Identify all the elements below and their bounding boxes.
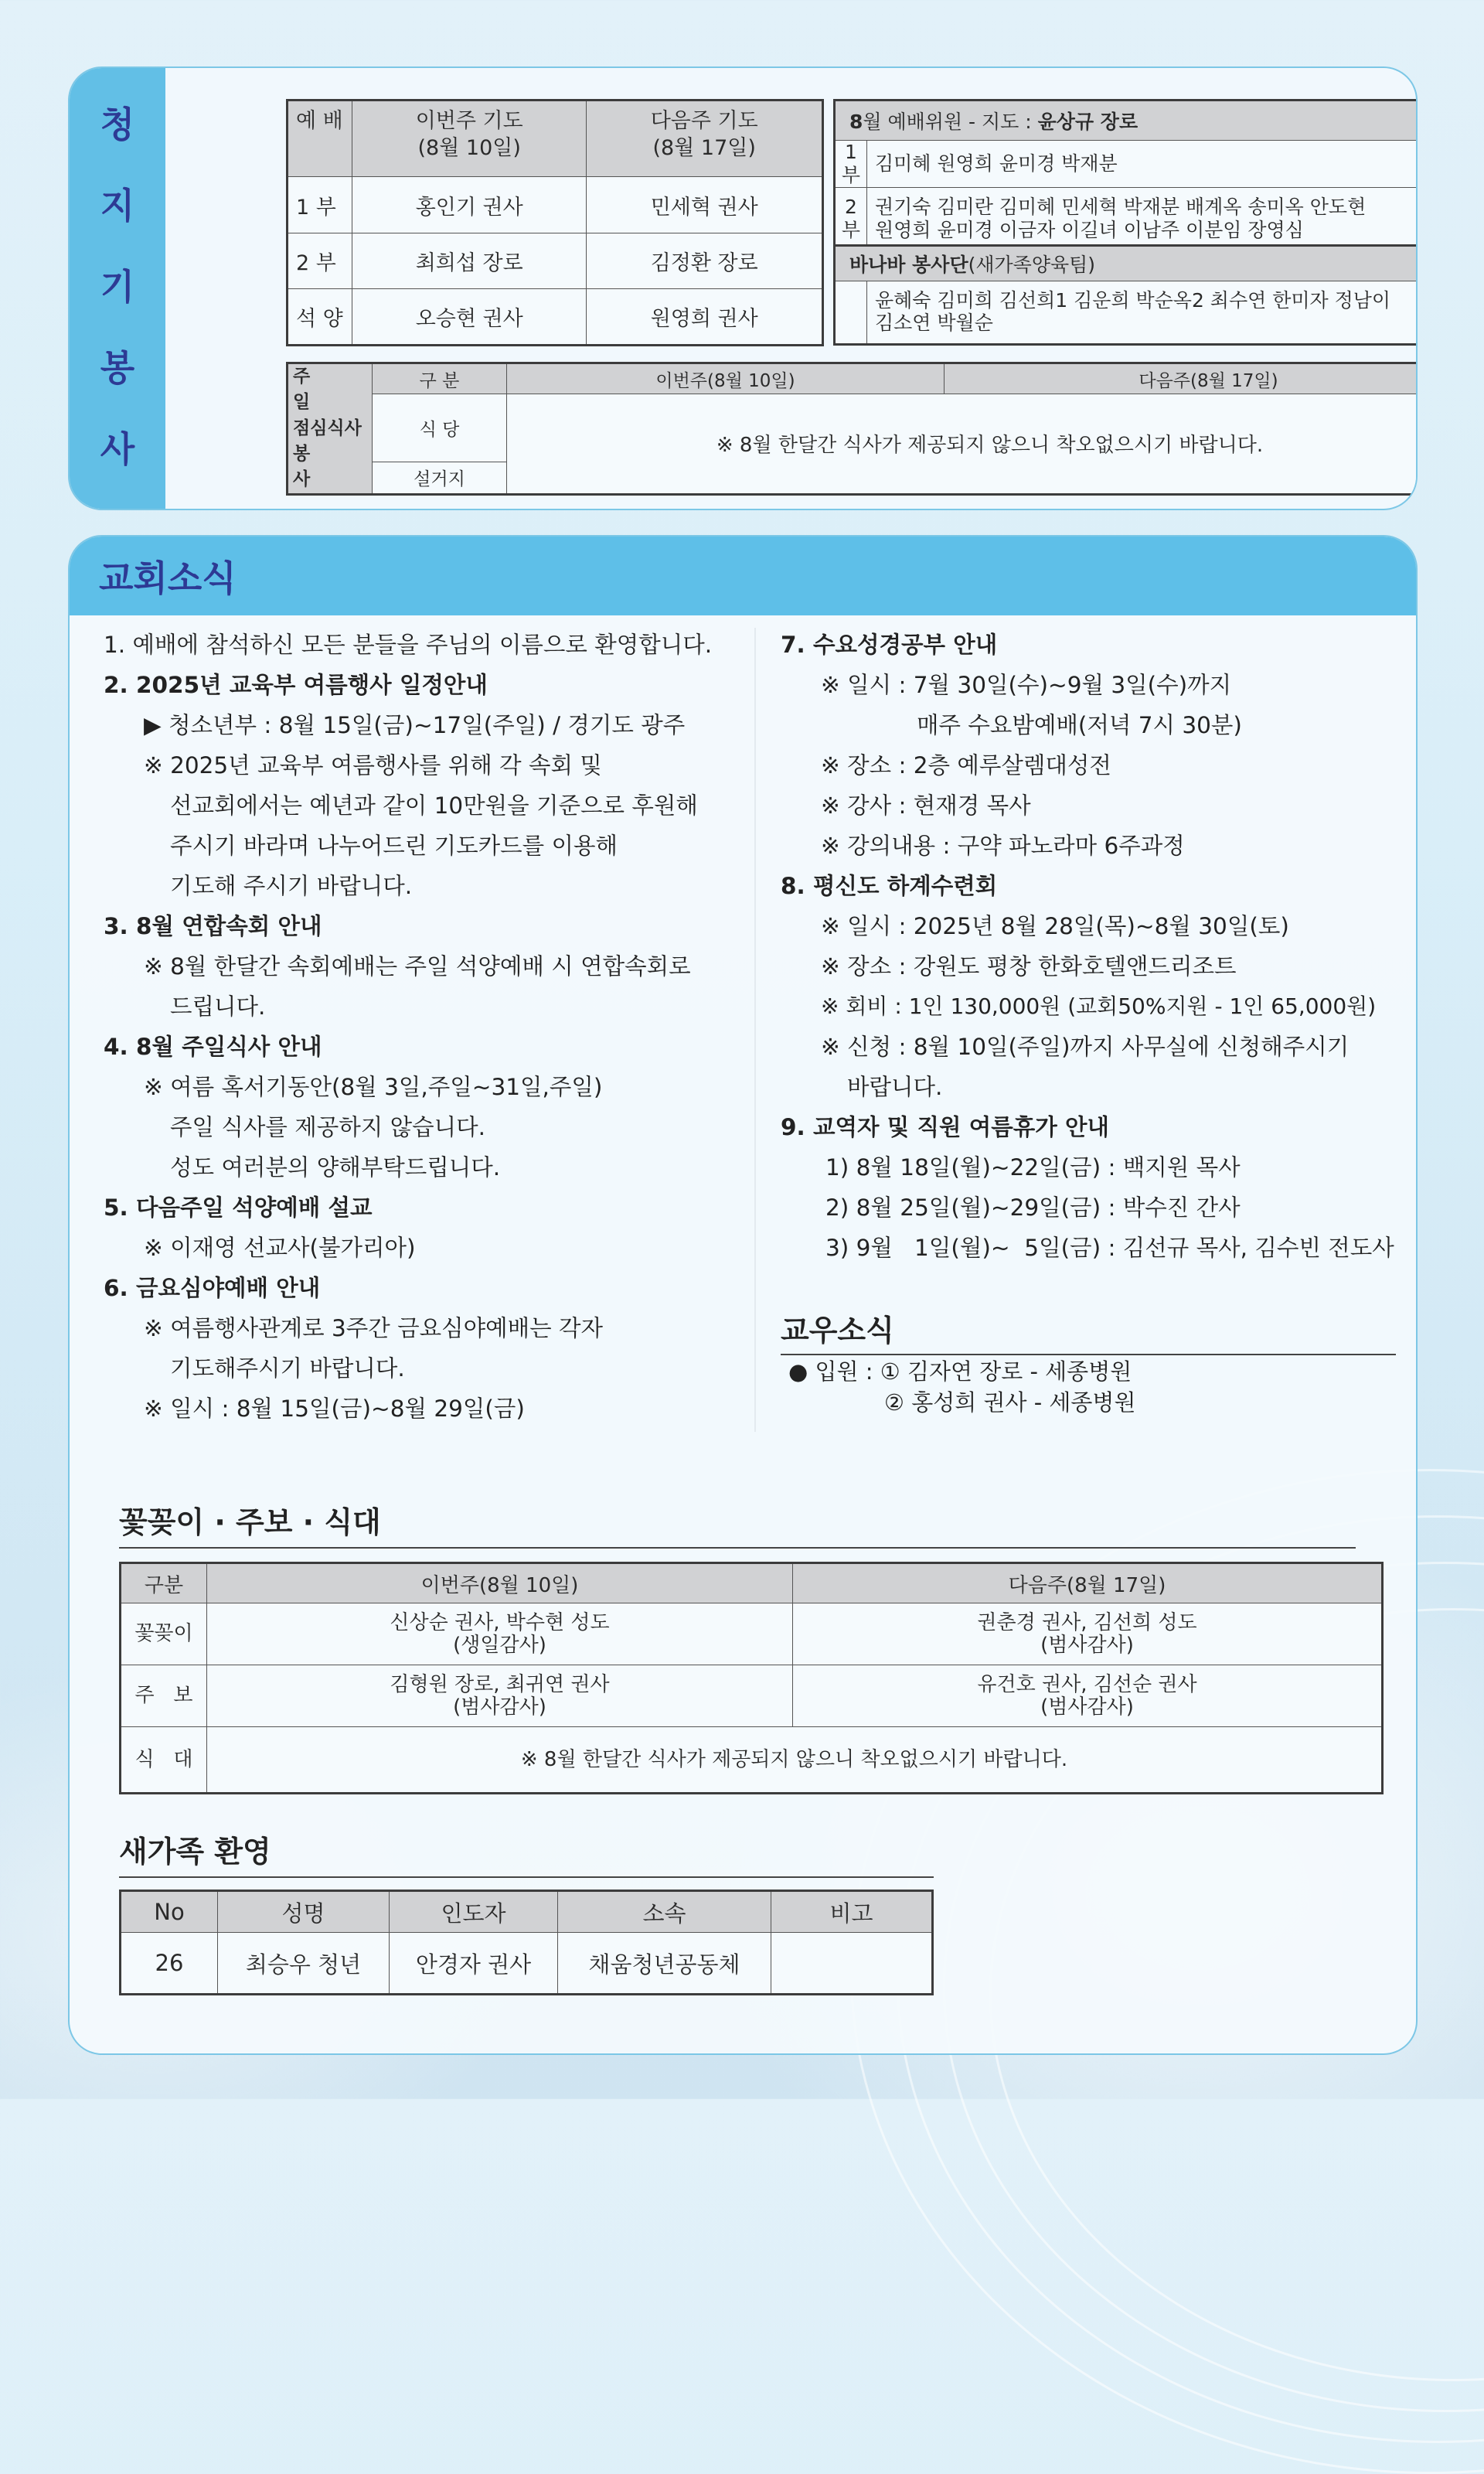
news-line: 바랍니다. [847,1074,943,1100]
news-line: ※ 8월 한달간 속회예배는 주일 석양예배 시 연합속회로 [144,953,691,980]
table-row [121,1933,933,1995]
empty-cell [835,281,867,345]
hospitalization-line: ② 홍성희 권사 - 세종병원 [884,1389,1136,1416]
service-name: 2 부 [288,233,352,289]
cell-guide: 안경자 권사 [390,1933,558,1995]
news-line: 3) 9월 1일(월)~ 5일(금) : 김선규 목사, 김수빈 전도사 [825,1235,1394,1261]
news-line: 주일 식사를 제공하지 않습니다. [170,1114,485,1140]
church-news-title: 교회소식 [99,557,237,599]
flower-bulletin-title: 꽃꽂이 · 주보 · 식대 [119,1498,1356,1549]
news-right-column [781,625,1399,1268]
news-item-title: 5. 다음주일 석양예배 설교 [104,1194,373,1221]
header-category: 구 분 [373,363,507,394]
table-header-row [288,101,823,177]
members-line: 김소연 박월순 [875,312,993,334]
flower-bulletin-table [119,1562,1384,1794]
service-name: 1 부 [288,177,352,233]
side-char: 기 [100,265,135,308]
next-week-prayer: 원영희 권사 [587,289,823,346]
hospitalization-line: ● 입원 : ① 김자연 장로 - 세종병원 [788,1358,1132,1385]
members-line: 윤혜숙 김미희 김선희1 김운희 박순옥2 최수연 한미자 정남이 [875,289,1391,312]
news-line: 기도해 주시기 바랍니다. [170,873,413,899]
title-text: 월 예배위원 - 지도 : [863,111,1038,133]
cell-name: 최승우 청년 [218,1933,390,1995]
row-category: 주 보 [121,1665,207,1727]
table-row [835,188,1418,251]
table-row [288,289,823,346]
news-line: ※ 여름행사관계로 3주간 금요심야예배는 각자 [144,1315,603,1341]
table-row [121,1665,1383,1727]
side-char: 청 [100,103,135,145]
header-service: 예 배 [288,101,352,177]
lunch-category: 설거지 [373,462,507,494]
news-line: 드립니다. [170,993,266,1020]
row-header-line: 봉 사 [293,444,332,490]
this-week-cell [207,1665,793,1727]
news-line: ▶ 청소년부 : 8월 15일(금)~17일(주일) / 경기도 광주 [144,712,686,738]
new-family-table [119,1890,934,1995]
news-line: ※ 강의내용 : 구약 파노라마 6주과정 [821,833,1185,859]
row-header-line: 주 일 [293,366,332,413]
news-line: 매주 수요밤예배(저녁 7시 30분) [917,712,1242,738]
table-header-row [835,246,1418,281]
lunch-service-table [286,362,1418,496]
header-no: No [121,1891,218,1933]
stewardship-body [165,68,1416,509]
member-news-title: 교우소식 [781,1307,1396,1355]
table-row [835,281,1418,345]
cell-affiliation: 채움청년공동체 [558,1933,771,1995]
header-next-week [587,101,823,177]
header-this-week: 이번주(8월 10일) [207,1563,793,1603]
member-news-body [788,1356,1135,1418]
cell-line: 유건호 권사, 김선순 권사 [977,1672,1197,1696]
next-week-prayer: 민세혁 권사 [587,177,823,233]
side-char: 지 [100,184,135,227]
next-week-cell [793,1665,1383,1727]
barnabas-title-bold: 바나바 봉사단 [849,254,968,276]
header-affiliation: 소속 [558,1891,771,1933]
news-item-title: 6. 금요심야예배 안내 [104,1275,321,1301]
header-next-week: 다음주(8월 17일) [945,363,1418,394]
worship-committee-title [835,101,1418,141]
this-week-prayer: 오승현 권사 [352,289,587,346]
row-category: 식 대 [121,1727,207,1794]
lunch-category: 식 당 [373,394,507,462]
lunch-row-header [288,363,373,495]
header-line: 다음주 기도 [650,109,758,133]
news-item-title: 7. 수요성경공부 안내 [781,632,998,658]
stewardship-panel [68,66,1418,510]
news-line: 2) 8월 25일(월)~29일(금) : 박수진 간사 [825,1194,1241,1221]
table-row [288,394,1418,462]
members-line: 원영희 윤미경 이금자 이길녀 이남주 이분임 장영심 [875,219,1304,241]
stewardship-side-label [70,68,165,509]
news-item-title: 8. 평신도 하계수련회 [781,873,998,899]
table-row [121,1603,1383,1665]
news-item-title: 4. 8월 주일식사 안내 [104,1034,322,1060]
table-header-row [288,363,1418,394]
header-line: 이번주 기도 [415,109,523,133]
header-category: 구분 [121,1563,207,1603]
header-next-week: 다음주(8월 17일) [793,1563,1383,1603]
prayer-table [286,99,824,346]
news-line: ※ 일시 : 7월 30일(수)~9월 3일(수)까지 [821,672,1232,698]
table-header-row [121,1563,1383,1603]
news-line: ※ 장소 : 강원도 평창 한화호텔앤드리조트 [821,953,1237,980]
header-note: 비고 [771,1891,933,1933]
barnabas-members [867,281,1418,345]
news-line: 기도해주시기 바랍니다. [170,1355,405,1382]
news-line: 1. 예배에 참석하신 모든 분들을 주님의 이름으로 환영합니다. [104,632,713,658]
month-number: 8 [849,111,863,133]
row-header-line: 점심식사 [293,417,362,438]
table-row [835,141,1418,188]
next-week-prayer: 김정환 장로 [587,233,823,289]
barnabas-title [835,246,1418,281]
news-item-title: 2. 2025년 교육부 여름행사 일정안내 [104,672,488,698]
barnabas-table [833,244,1418,346]
news-left-column [104,625,768,1429]
this-week-cell [207,1603,793,1665]
service-name: 석 양 [288,289,352,346]
row-category: 꽃꽂이 [121,1603,207,1665]
cell-line: 신상순 권사, 박수현 성도 [390,1610,610,1634]
side-char: 사 [100,428,135,471]
header-this-week: 이번주(8월 10일) [507,363,945,394]
cell-line: (생일감사) [453,1633,546,1657]
this-week-prayer: 홍인기 권사 [352,177,587,233]
news-line: ※ 일시 : 2025년 8월 28일(목)~8월 30일(토) [821,913,1289,939]
members: 김미혜 원영희 윤미경 박재분 [867,141,1418,188]
header-line: (8월 17일) [652,136,756,161]
news-line: ※ 장소 : 2층 예루살렘대성전 [821,752,1111,779]
this-week-prayer: 최희섭 장로 [352,233,587,289]
side-char: 봉 [100,347,135,390]
news-line: ※ 회비 : 1인 130,000원 (교회50%지원 - 1인 65,000원) [821,993,1377,1019]
table-row [288,233,823,289]
lunch-notice: ※ 8월 한달간 식사가 제공되지 않으니 착오없으시기 바랍니다. [507,394,1418,495]
header-name: 성명 [218,1891,390,1933]
news-item-title: 9. 교역자 및 직원 여름휴가 안내 [781,1114,1110,1140]
header-line: (8월 10일) [417,136,521,161]
church-news-panel [68,535,1418,2055]
part-label: 1부 [835,141,867,188]
news-line: ※ 일시 : 8월 15일(금)~8월 29일(금) [144,1395,525,1422]
news-line: ※ 신청 : 8월 10일(주일)까지 사무실에 신청해주시기 [821,1034,1350,1060]
cell-no: 26 [121,1933,218,1995]
news-line: 주시기 바라며 나누어드린 기도카드를 이용해 [170,833,618,859]
news-line: 1) 8월 18일(월)~22일(금) : 백지원 목사 [825,1154,1241,1181]
members [867,188,1418,251]
next-week-cell [793,1603,1383,1665]
table-row [121,1727,1383,1794]
cell-line: 권춘경 권사, 김선희 성도 [977,1610,1197,1634]
table-header-row [121,1891,933,1933]
news-item-title: 3. 8월 연합속회 안내 [104,913,322,939]
church-news-header [70,537,1416,615]
cell-line: (범사감사) [453,1695,546,1719]
new-family-title: 새가족 환영 [119,1828,934,1878]
meal-notice: ※ 8월 한달간 식사가 제공되지 않으니 착오없으시기 바랍니다. [207,1727,1383,1794]
news-line: 성도 여러분의 양해부탁드립니다. [170,1154,501,1181]
table-row [288,177,823,233]
news-line: ※ 여름 혹서기동안(8월 3일,주일~31일,주일) [144,1074,603,1100]
members-line: 권기숙 김미란 김미혜 민세혁 박재분 배계옥 송미옥 안도현 [875,196,1367,218]
news-line: ※ 강사 : 현재경 목사 [821,792,1031,819]
header-guide: 인도자 [390,1891,558,1933]
news-line: ※ 이재영 선교사(불가리아) [144,1235,416,1261]
table-header-row [835,101,1418,141]
leader-name: 윤상규 장로 [1037,111,1139,133]
barnabas-title-sub: (새가족양육팀) [968,254,1096,276]
header-this-week [352,101,587,177]
cell-line: (범사감사) [1040,1695,1134,1719]
worship-committee-table [833,99,1418,252]
part-label: 2부 [835,188,867,251]
cell-line: 김형원 장로, 최귀연 권사 [390,1672,610,1696]
news-line: ※ 2025년 교육부 여름행사를 위해 각 속회 및 [144,752,602,779]
cell-note [771,1933,933,1995]
cell-line: (범사감사) [1040,1633,1134,1657]
news-line: 선교회에서는 예년과 같이 10만원을 기준으로 후원해 [170,792,698,819]
